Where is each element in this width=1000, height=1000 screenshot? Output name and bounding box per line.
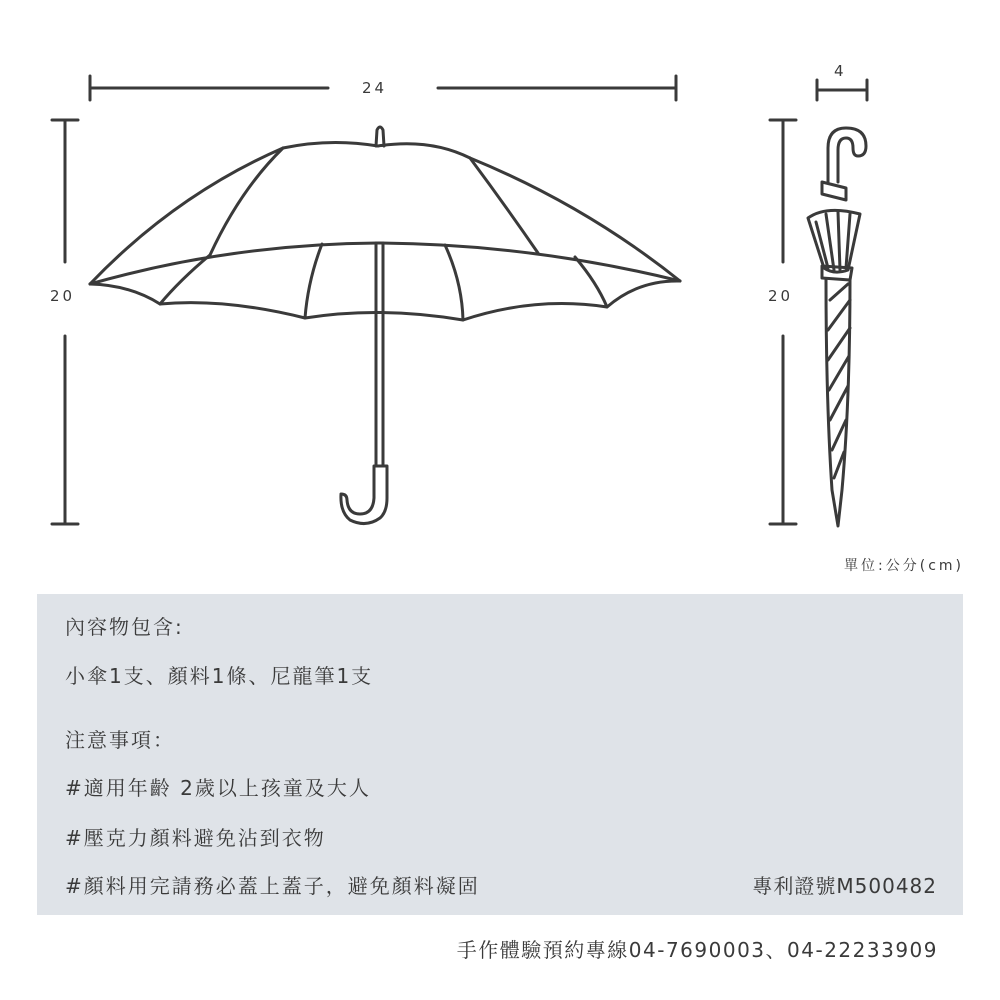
notes-title: 注意事項： [65,728,175,752]
contents-title: 內容物包含: [65,615,184,639]
closed-umbrella [808,128,866,526]
closed-height-dimension [770,120,796,524]
open-umbrella [90,127,680,524]
open-width-label: 24 [362,79,388,97]
open-height-label: 20 [50,287,76,305]
unit-label: 單位:公分(cm) [844,558,964,574]
patent-number: 專利證號M500482 [752,874,937,898]
closed-height-label: 20 [768,287,794,305]
booking-hotline: 手作體驗預約專線04-7690003、04-22233909 [456,938,938,962]
contents-items: 小傘1支、顏料1條、尼龍筆1支 [65,664,374,688]
note-line: #壓克力顏料避免沾到衣物 [65,826,326,850]
closed-width-dimension [817,80,867,100]
note-line: #顏料用完請務必蓋上蓋子，避免顏料凝固 [65,874,480,898]
info-panel [37,594,963,915]
note-line: #適用年齡 2歲以上孩童及大人 [65,776,371,800]
open-height-dimension [52,120,78,524]
closed-width-label: 4 [834,62,847,80]
